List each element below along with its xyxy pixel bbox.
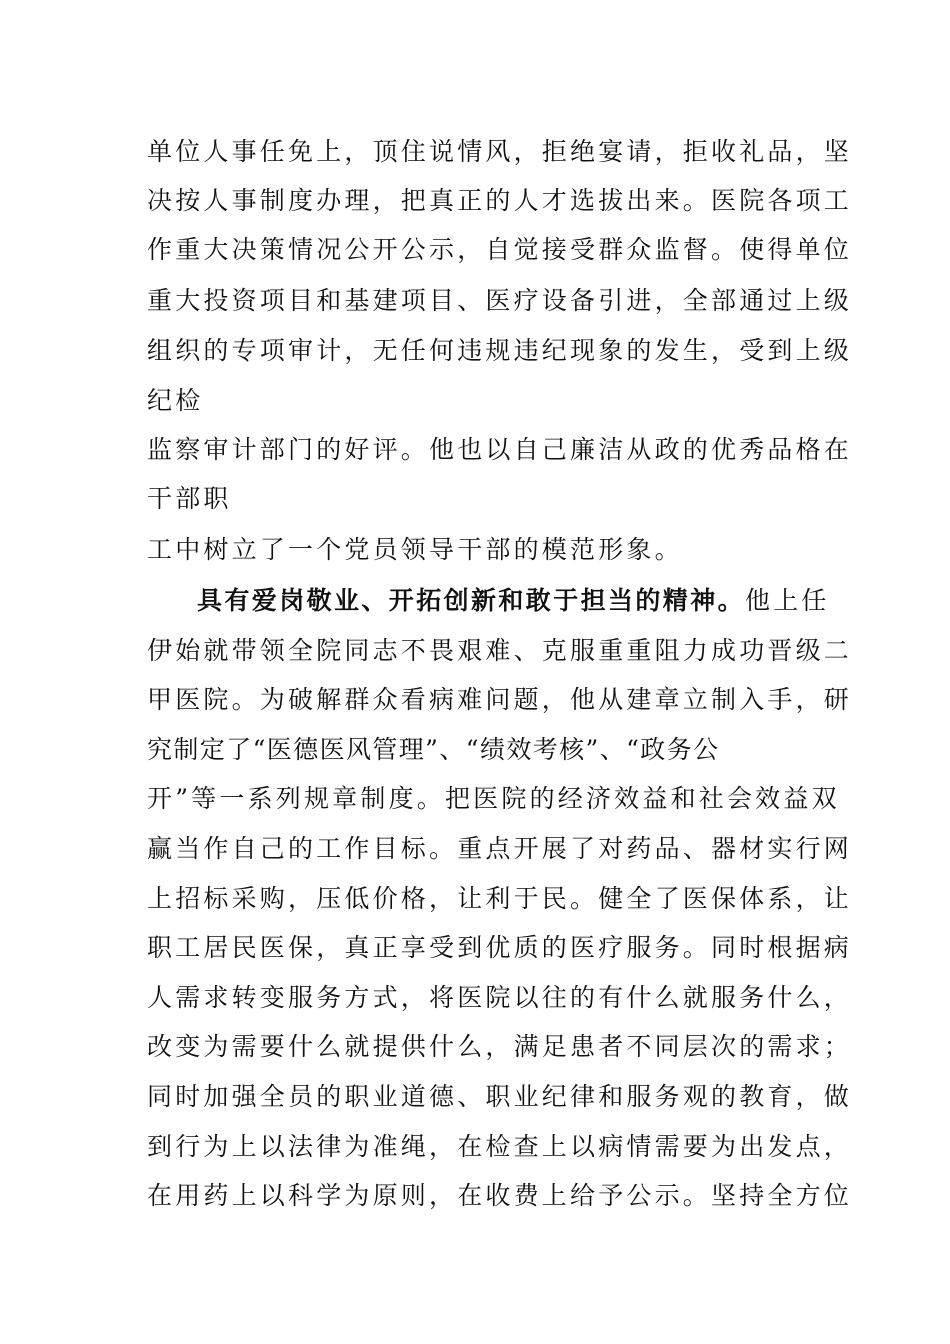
body-text-line: 究制定了“医德医风管理”、“绩效考核”、“政务公	[147, 735, 720, 764]
body-text-line: 工中树立了一个党员领导干部的模范形象。	[147, 535, 683, 564]
body-text-line: 在用药上以科学为原则，在收费上给予公示。坚持全方位	[147, 1181, 853, 1210]
body-text-line: 纪检	[147, 386, 204, 415]
body-text-line: 作重大决策情况公开公示，自觉接受群众监督。使得单位	[147, 235, 853, 264]
body-text-line: 单位人事任免上，顶住说情风，拒绝宴请，拒收礼品，坚	[147, 137, 853, 166]
body-text-line: 伊始就带领全院同志不畏艰难、克服重重阻力成功晋级二	[147, 636, 853, 665]
body-text-line: 组织的专项审计，无任何违规违纪现象的发生，受到上级	[147, 336, 853, 365]
body-text-line: 同时加强全员的职业道德、职业纪律和服务观的教育，做	[147, 1082, 853, 1111]
body-text-line: 甲医院。为破解群众看病难问题，他从建章立制入手，研	[147, 685, 853, 714]
body-text-line: 人需求转变服务方式，将医院以往的有什么就服务什么，	[147, 983, 853, 1012]
body-text-line: 到行为上以法律为准绳，在检查上以病情需要为出发点，	[147, 1132, 853, 1161]
paragraph-heading: 具有爱岗敬业、开拓创新和敢于担当的精神。	[197, 586, 746, 615]
paragraph-first-line	[197, 586, 830, 616]
body-text-line: 重大投资项目和基建项目、医疗设备引进，全部通过上级	[147, 286, 853, 315]
body-text-line: 开”等一系列规章制度。把医院的经济效益和社会效益双	[147, 784, 840, 813]
body-text-line: 监察审计部门的好评。他也以自己廉洁从政的优秀品格在	[147, 435, 853, 464]
body-text-span: 他上任	[745, 586, 830, 615]
body-text-line: 决按人事制度办理，把真正的人才选拔出来。医院各项工	[147, 186, 853, 215]
body-text-line: 赢当作自己的工作目标。重点开展了对药品、器材实行网	[147, 834, 853, 863]
body-text-line: 上招标采购，压低价格，让利于民。健全了医保体系，让	[147, 884, 853, 913]
body-text-line: 改变为需要什么就提供什么，满足患者不同层次的需求；	[147, 1032, 853, 1061]
body-text-line: 干部职	[147, 484, 232, 513]
body-text-line: 职工居民医保，真正享受到优质的医疗服务。同时根据病	[147, 933, 853, 962]
